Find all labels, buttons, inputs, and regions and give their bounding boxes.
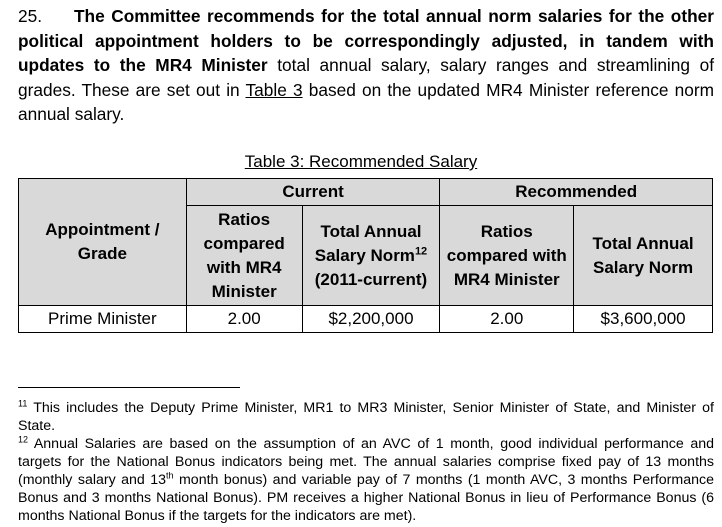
header-current-ratio: Ratios compared with MR4 Minister [186, 206, 302, 306]
cell-recommended-ratio: 2.00 [440, 306, 574, 333]
header-current-total: Total Annual Salary Norm$^{12}$ (2011-current) [302, 206, 440, 306]
header-recommended-total: Total Annual Salary Norm [574, 206, 713, 306]
table-row [19, 306, 713, 333]
salary-table [18, 178, 713, 333]
table-caption: Table 3: Recommended Salary [244, 152, 478, 171]
header-group-recommended: Recommended [440, 179, 713, 206]
table-3-link[interactable]: Table 3 [245, 79, 303, 100]
header-recommended-ratio: Ratios compared with MR4 Minister [440, 206, 574, 306]
header-group-current: Current [186, 179, 440, 206]
footnote-12: $^{12}$ Annual Salaries are based on the assumption of an AVC of 1 month, good individual performance and targets for the National Bonus indicators being met. The annual salaries comprise fixed pay of 13 months (monthly salary and 13th month bonus) and variable pay of 7 months (1 month AVC, 3 months Performance Bonus and 3 months National Bonus). PM receives a higher National Bonus in lieu of Performance Bonus (6 months National Bonus if the targets for the indicators are met). [18, 434, 714, 524]
paragraph-bold-text: The Committee recommends for the total annual norm salaries for the other political appointment holders to be correspondingly adjusted, in tandem with updates to the MR4 Minister [18, 6, 714, 75]
header-appointment-grade: Appointment / Grade [19, 179, 187, 306]
footnote-ref-12: 12 [414, 244, 428, 257]
footnotes [18, 399, 714, 525]
paragraph-number: 25. [18, 6, 43, 26]
paragraph-text-end: based on the updated MR4 Minister reference norm annual salary. [18, 79, 715, 124]
cell-appointment: Prime Minister [19, 306, 187, 333]
cell-current-ratio: 2.00 [186, 306, 302, 333]
paragraph-text: total annual salary, salary ranges and streamlining of grades. These are set out in [18, 55, 715, 100]
cell-current-total: $2,200,000 [302, 306, 440, 333]
footnote-divider [18, 387, 240, 388]
footnote-11: $^{11}$ This includes the Deputy Prime Minister, MR1 to MR3 Minister, Senior Minister of State, and Minister of State. [18, 398, 714, 434]
paragraph-25 [18, 4, 714, 127]
cell-recommended-total: $3,600,000 [574, 306, 713, 333]
